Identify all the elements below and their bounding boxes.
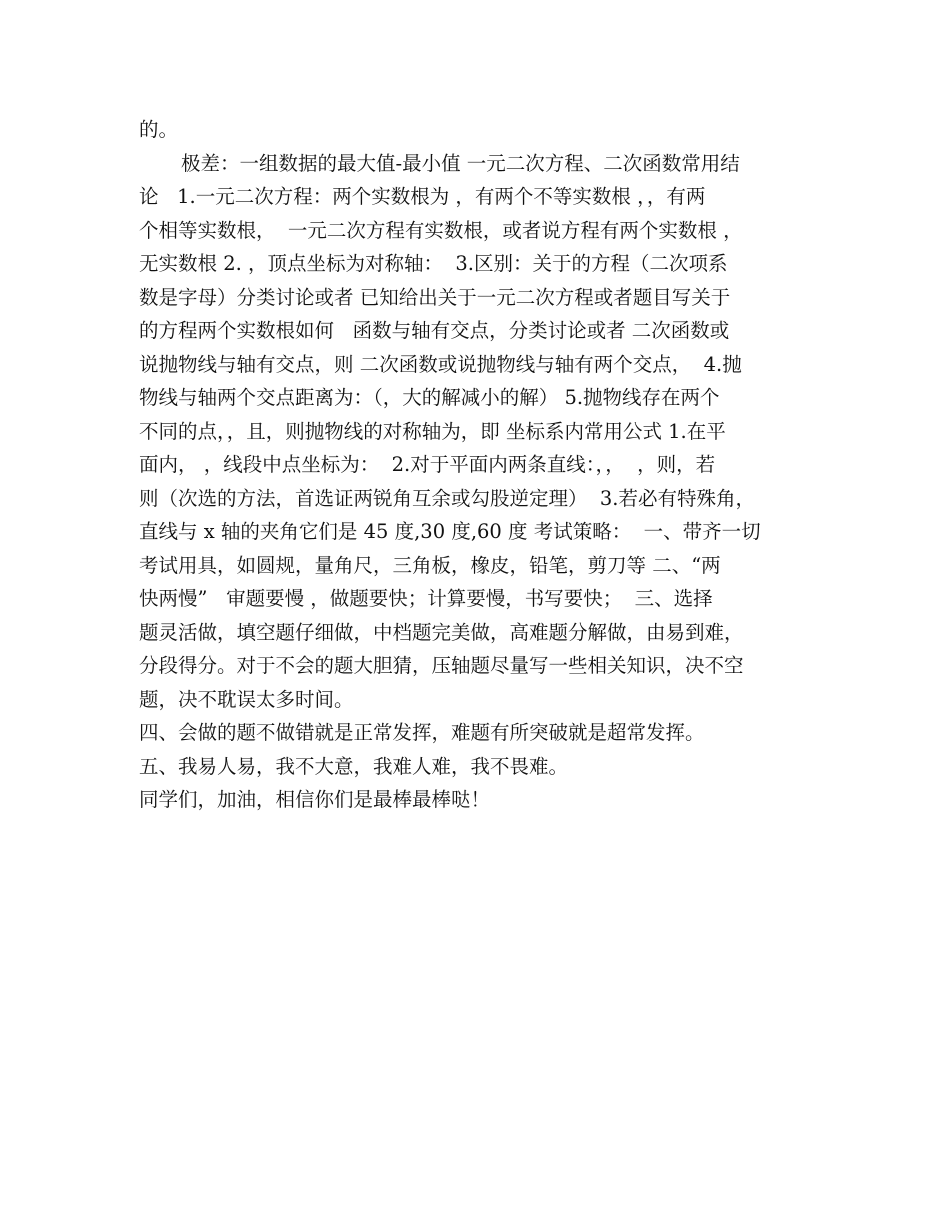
text-line: 数是字母）分类讨论或者 已知给出关于一元二次方程或者题目写关于 xyxy=(139,285,731,309)
text-line: 题，决不耽误太多时间。 xyxy=(139,687,354,711)
text-line: 论 1.一元二次方程：两个实数根为 ，有两个不等实数根 ，，有两 xyxy=(139,185,706,208)
text-line: 不同的点，，且，则抛物线的对称轴为，即 坐标系内常用公式 1.在平 xyxy=(139,419,726,443)
text-line: 个相等实数根， 一元二次方程有实数根，或者说方程有两个实数根 ， xyxy=(139,218,743,242)
text-line: 考试用具，如圆规，量角尺，三角板，橡皮，铅笔，剪刀等 二、“两 xyxy=(139,553,721,577)
text-line: 五、我易人易，我不大意，我难人难，我不畏难。 xyxy=(139,754,569,778)
text-line: 说抛物线与轴有交点，则 二次函数或说抛物线与轴有两个交点， 4.抛 xyxy=(139,352,742,376)
text-line: 快两慢” 审题要慢 ，做题要快；计算要慢，书写要快； 三、选择 xyxy=(139,587,713,610)
text-line: 分段得分。对于不会的题大胆猜，压轴题尽量写一些相关知识，决不空 xyxy=(139,654,744,677)
text-line: 题灵活做，填空题仔细做，中档题完美做，高难题分解做，由易到难， xyxy=(139,620,744,644)
text-line: 同学们，加油，相信你们是最棒最棒哒！ xyxy=(139,788,491,811)
text-line: 四、会做的题不做错就是正常发挥，难题有所突破就是超常发挥。 xyxy=(139,721,705,744)
text-line: 面内， ，线段中点坐标为： 2.对于平面内两条直线：，， ，则，若 xyxy=(139,453,716,476)
text-line: 则（次选的方法，首选证两锐角互余或勾股逆定理） 3.若必有特殊角， xyxy=(139,486,756,510)
text-line: 极差：一组数据的最大值-最小值 一元二次方程、二次函数常用结 xyxy=(181,151,740,175)
text-line: 无实数根 2. ，顶点坐标为对称轴： 3.区别：关于的方程（二次项系 xyxy=(139,252,728,275)
text-line: 直线与 x 轴的夹角它们是 45 度,30 度,60 度 考试策略： 一、带齐一切 xyxy=(139,520,761,543)
text-line: 的方程两个实数根如何 函数与轴有交点，分类讨论或者 二次函数或 xyxy=(139,319,730,342)
text-line: 物线与轴两个交点距离为：（，大的解减小的解） 5.抛物线存在两个 xyxy=(139,386,720,409)
document-body xyxy=(139,113,819,817)
text-line: 的。 xyxy=(139,118,179,141)
